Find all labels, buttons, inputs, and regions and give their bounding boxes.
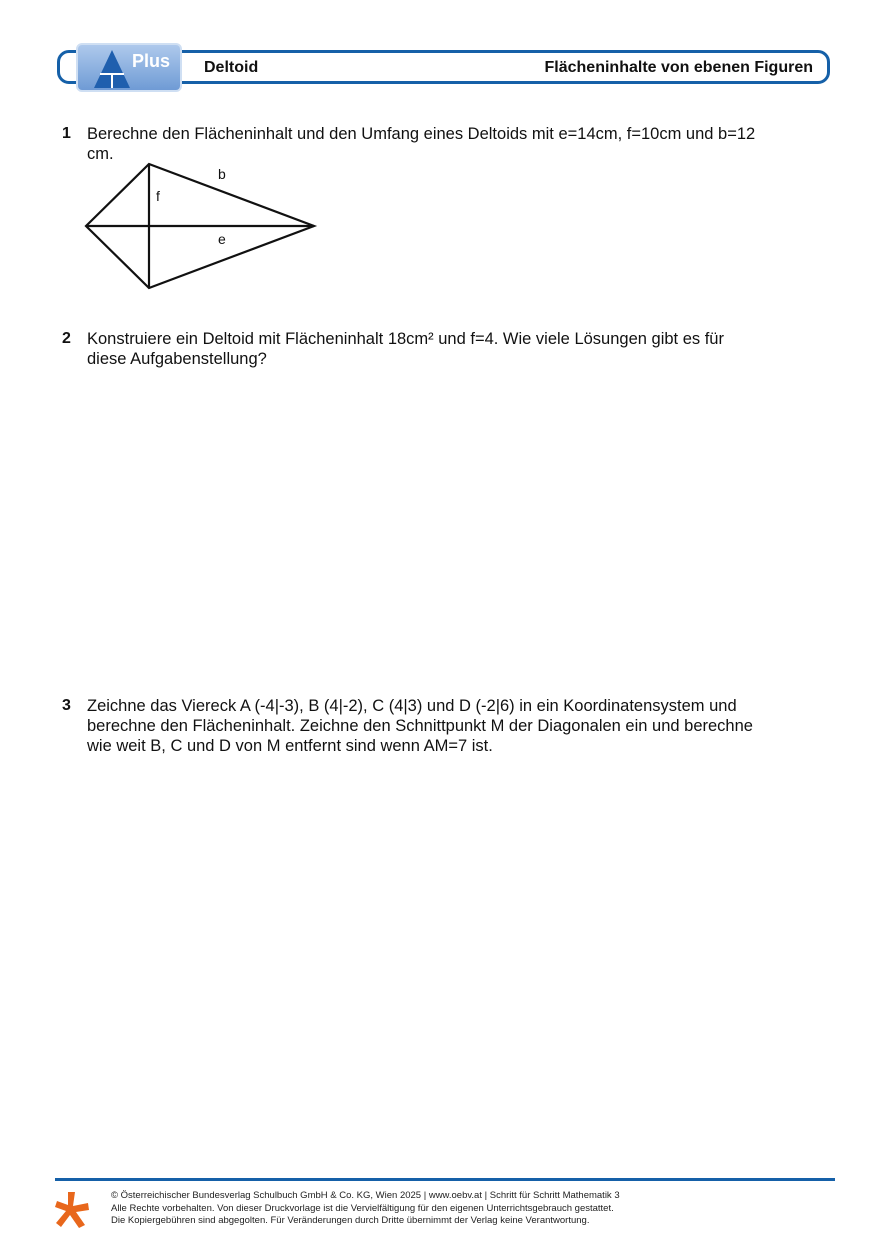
footer-line-1: © Österreichischer Bundesverlag Schulbuch GmbH & Co. KG, Wien 2025 | www.oebv.at | Schritt für Schritt Mathematik 3 [111,1190,620,1201]
page-title: Deltoid [204,59,259,76]
task-2-line-1: Konstruiere ein Deltoid mit Flächeninhalt 18cm² und f=4. Wie viele Lösungen gibt es für [87,330,724,348]
task-2-text [87,329,807,369]
footer-line-3: Die Kopiergebühren sind abgegolten. Für Veränderungen durch Dritte übernimmt der Verlag keine Verantwortung. [111,1215,590,1226]
footer-line-2: Alle Rechte vorbehalten. Von dieser Druckvorlage ist die Vervielfältigung für den eigenen Unterrichtsgebrauch gestattet. [111,1202,614,1214]
publisher-logo-icon [54,1190,90,1230]
label-b: b [218,166,226,182]
task-1-number: 1 [62,125,71,142]
label-e: e [218,231,226,247]
task-3-number: 3 [62,697,71,714]
task-1-line-1: Berechne den Flächeninhalt und den Umfang eines Deltoids mit e=14cm, f=10cm und b=12 [87,125,756,143]
task-3-text [87,696,807,756]
task-3-line-3: wie weit B, C und D von M entfernt sind wenn AM=7 ist. [87,737,493,755]
task-1-line-2: cm. [87,145,114,163]
task-3-line-1: Zeichne das Viereck A (-4|-3), B (4|-2), C (4|3) und D (-2|6) in ein Koordinatensystem und [87,697,737,715]
task-2-line-2: diese Aufgabenstellung? [87,350,267,368]
plus-badge: Plus [132,51,171,71]
deltoid-diagram [80,158,325,298]
topic-title: Flächeninhalte von ebenen Figuren [544,59,813,76]
plus-logo [76,43,182,92]
footer-divider [55,1178,835,1181]
task-3-line-2: berechne den Flächeninhalt. Zeichne den Schnittpunkt M der Diagonalen ein und berechne [87,717,753,735]
label-f: f [156,188,160,204]
footer-text [111,1190,620,1228]
triangle-logo-icon [92,48,132,90]
task-2-number: 2 [62,330,71,347]
